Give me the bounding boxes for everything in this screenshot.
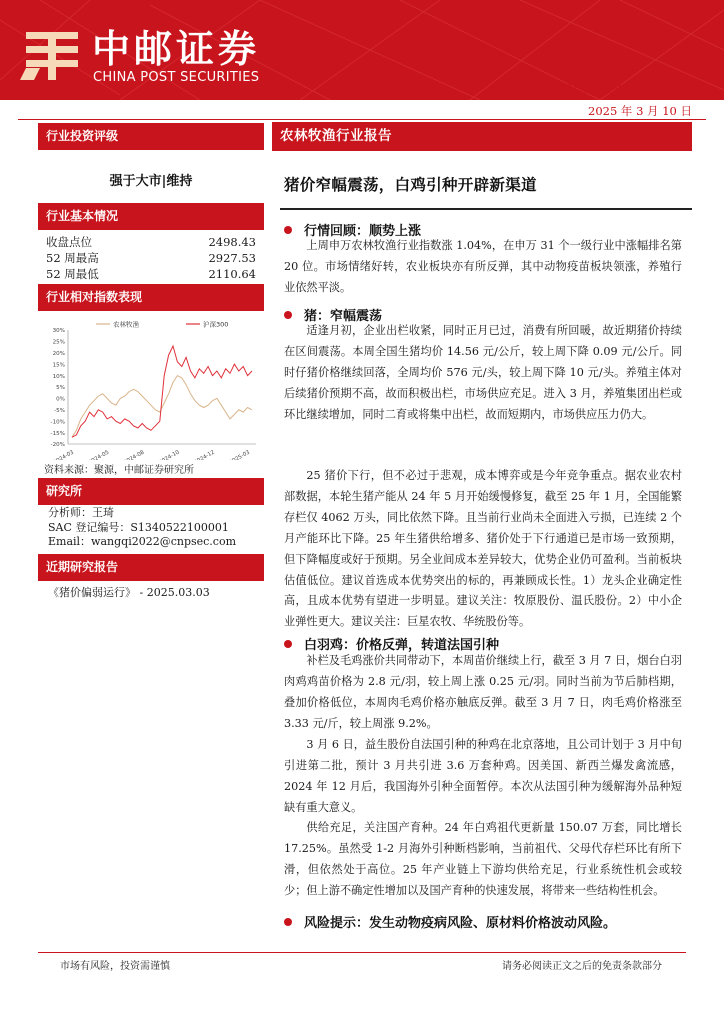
bullet-icon — [284, 226, 292, 234]
y-tick-label: 25% — [52, 339, 65, 346]
paragraph: 适逢月初，企业出栏收紧，同时正月已过，消费有所回暖，故近期猪价持续在区间震荡。本周全国生猪均价 14.56 元/公斤，较上周下降 0.09 元/公斤。同时仔猪价格继续回落，全周均价 576 元/头，较上周下降 10 元/头。养殖主体对后续猪价预期不高，故而积极出栏，市场供应充足。进入 3 月，养殖集团出栏或环比继续增加，同时二育或将集中出栏，故而短期内，市场供应压力仍大。 — [284, 324, 682, 421]
analyst-title: 研究所 — [38, 478, 264, 505]
paragraph: 25 猪价下行，但不必过于悲观，成本博弈或是今年竞争重点。据农业农村部数据，本轮生猪产能从 24 年 5 月开始缓慢修复，截至 25 年 1 月，全国能繁存栏仅 4062 万头，同比依然下降。且当前行业尚未全面进入亏损，已连续 2 个月产能环比下降。25 年生猪供给增多、猪价处于下行通道已是市场一致预期，但下降幅度或好于预期。另全业间成本差异较大，优势企业仍可盈利。当前板块估值低位。建议首选成本优势突出的标的，再兼顾成长性。1）龙头企业确定性高，且成本优势有望进一步明显。建议关注：牧原股份、温氏股份。2）中小企业弹性更大。建议关注：巨星农牧、华统股份等。 — [284, 469, 682, 629]
y-tick-label: 5% — [56, 385, 65, 392]
legend-label: 沪深300 — [203, 320, 229, 329]
chart-source-note: 资料来源：聚源，中邮证券研究所 — [44, 465, 194, 476]
bullet-icon — [284, 918, 292, 926]
sector-title: 农林牧渔行业报告 — [272, 122, 692, 151]
analyst-name: 分析师：王琦 — [48, 506, 114, 519]
y-tick-label: 10% — [52, 373, 65, 380]
stat-value: 2110.64 — [208, 267, 256, 281]
section-title-market: 行情回顾：顺势上涨 — [284, 220, 421, 239]
rating-title: 行业投资评级 — [38, 123, 264, 150]
section-title-risk: 风险提示：发生动物疫病风险、原材料价格波动风险。 — [284, 912, 616, 931]
y-tick-label: 30% — [52, 328, 65, 335]
y-tick-label: -10% — [50, 419, 65, 426]
y-tick-label: 20% — [52, 351, 65, 357]
headline-divider — [280, 208, 692, 210]
footer-disclaimer[interactable]: 请务必阅读正文之后的免责条款部分 — [502, 961, 662, 972]
chart-title: 行业相对指数表现 — [38, 284, 264, 311]
paragraph: 3 月 6 日，益生股份自法国引种的种鸡在北京落地，且公司计划于 3 月中旬引进第二批，预计 3 月共引进 3.6 万套种鸡。因美国、新西兰爆发禽流感，2024 年 12 月后，我国海外引种全面暂停。本次从法国引种为缓解海外品种短缺有重大意义。 — [284, 738, 682, 814]
recent-report-link[interactable]: 《猪价偏弱运行》 - 2025.03.03 — [48, 586, 210, 599]
stat-label: 收盘点位 — [46, 235, 92, 249]
x-tick-label: 2024-12 — [193, 449, 216, 460]
analyst-info — [48, 506, 236, 550]
stat-label: 52 周最高 — [46, 251, 99, 265]
header-divider — [18, 119, 706, 120]
section-title-broiler: 白羽鸡：价格反弹，转道法国引种 — [284, 634, 499, 653]
footer-divider — [38, 952, 686, 953]
section-title-pig: 猪：窄幅震荡 — [284, 305, 382, 324]
series-line-1 — [72, 376, 252, 438]
x-tick-label: 2024-08 — [122, 449, 146, 460]
analyst-email[interactable]: Email：wangqi2022@cnpsec.com — [48, 535, 237, 548]
stat-row — [46, 234, 256, 250]
y-tick-label: 0% — [56, 396, 65, 403]
stat-row — [46, 250, 256, 266]
report-type: 证券研究报告：农林牧渔|行业周报 — [520, 81, 697, 95]
bullet-icon — [284, 311, 292, 319]
footer-risk-note: 市场有风险，投资需谨慎 — [60, 961, 170, 972]
analyst-sac: SAC 登记编号：S1340522100001 — [48, 520, 229, 534]
relative-index-chart — [38, 314, 264, 460]
paragraph: 补栏及毛鸡涨价共同带动下，本周苗价继续上行，截至 3 月 7 日，烟台白羽肉鸡鸡苗价格为 2.8 元/羽，较上周上涨 0.25 元/羽。同时当前为节后肺档期，叠加价格低位，本周肉毛鸡价格亦触底反弹。截至 3 月 7 日，肉毛鸡价格涨至 3.33 元/斤，较上周涨 9.2%。 — [284, 654, 682, 730]
relative-index-chart-svg — [38, 314, 264, 460]
y-tick-label: -15% — [50, 430, 65, 437]
recent-title: 近期研究报告 — [38, 554, 264, 581]
paragraph: 上周申万农林牧渔行业指数涨 1.04%，在申万 31 个一级行业中涨幅排名第 20 位。市场情绪好转，农业板块亦有所反弹，其中动物疫苗板块领涨，养殖行业依然平淡。 — [284, 239, 682, 294]
stat-row — [46, 266, 256, 282]
report-date: 2025 年 3 月 10 日 — [588, 104, 692, 118]
y-tick-label: 15% — [52, 362, 65, 369]
paragraph: 供给充足，关注国产育种。24 年白鸡祖代更新量 150.07 万套，同比增长 17.25%。虽然受 1-2 月海外引种断档影响，当前祖代、父母代存栏环比有所下滑，但依然处于高位。25 年产业链上下游均供给充足，行业系统性机会或较少；但上游不确定性增加以及国产育种的快速发展，将带来一些结构性机会。 — [284, 821, 682, 897]
bullet-icon — [284, 640, 292, 648]
stat-value: 2927.53 — [208, 251, 256, 265]
stat-label: 52 周最低 — [46, 267, 99, 281]
brand-name-cn: 中邮证券 — [92, 27, 261, 71]
x-tick-label: 2024-03 — [52, 449, 75, 460]
x-tick-label: 2024-10 — [158, 449, 181, 460]
china-post-logo-icon — [20, 22, 84, 86]
basics-title: 行业基本情况 — [38, 203, 264, 230]
report-headline: 猪价窄幅震荡，白鸡引种开辟新渠道 — [284, 175, 537, 194]
series-line-2 — [72, 346, 252, 437]
legend-label: 农林牧渔 — [113, 320, 139, 329]
y-tick-label: -20% — [50, 442, 65, 449]
stats-list — [46, 234, 256, 282]
y-tick-label: -5% — [54, 408, 65, 414]
stat-value: 2498.43 — [208, 235, 256, 249]
rating-value: 强于大市|维持 — [109, 174, 193, 189]
x-tick-label: 2025-03 — [228, 449, 251, 460]
x-tick-label: 2024-05 — [87, 449, 111, 460]
brand-name-en: CHINA POST SECURITIES — [93, 70, 260, 85]
